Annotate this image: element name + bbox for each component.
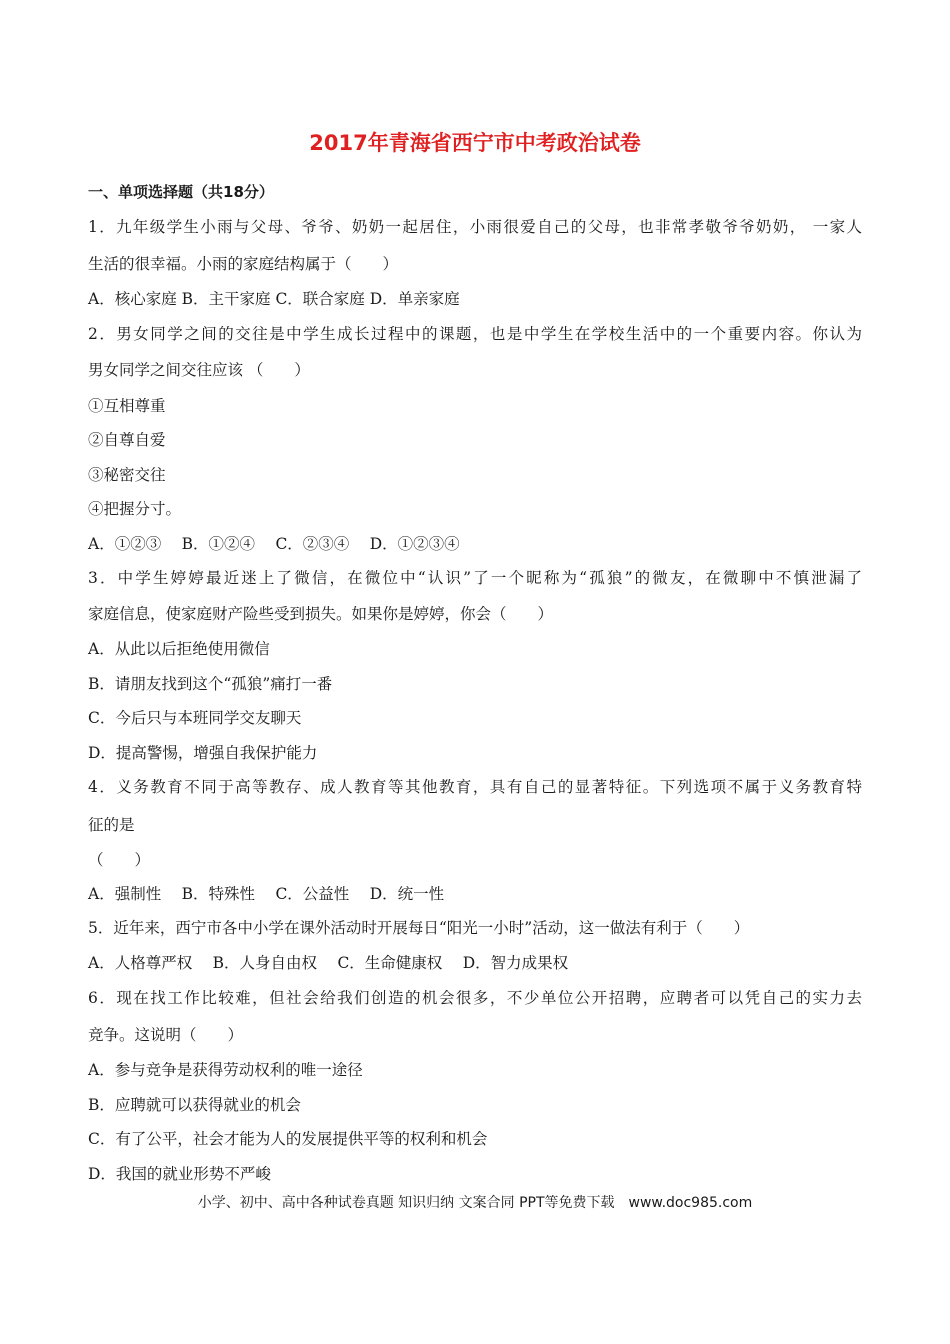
question-line: 竞争。这说明（ ） [88,1026,244,1044]
question-line: 征的是 [88,816,135,834]
option-line: C．有了公平，社会才能为人的发展提供平等的权利和机会 [88,1130,488,1148]
option-line: D．提高警惕，增强自我保护能力 [88,744,318,762]
statement-line: ①互相尊重 [88,397,166,415]
question-line: 男女同学之间交往应该 （ ） [88,361,310,379]
question-line: 6．现在找工作比较难，但社会给我们创造的机会很多，不少单位公开招聘，应聘者可以凭自己的实力去 [88,989,862,1007]
question-line: 3．中学生婷婷最近迷上了微信，在微位中“认识”了一个昵称为“孤狼”的微友，在微聊中不慎泄漏了 [88,569,862,587]
question-line: 4．义务教育不同于高等教存、成人教育等其他教育，具有自己的显著特征。下列选项不属于义务教育特 [88,778,862,796]
section-heading: 一、单项选择题（共18分） [88,183,274,201]
option-line: B．请朋友找到这个“孤狼”痛打一番 [88,675,333,693]
question-line: （ ） [88,851,151,869]
option-line: A．核心家庭 B．主干家庭 C．联合家庭 D．单亲家庭 [88,290,460,308]
footer-text: 小学、初中、高中各种试卷真题 知识归纳 文案合同 PPT等免费下载 www.doc985.com [197,1195,753,1211]
option-line: A．人格尊严权 B．人身自由权 C．生命健康权 D．智力成果权 [88,954,569,972]
statement-line: ③秘密交往 [88,466,166,484]
statement-line: ②自尊自爱 [88,431,166,449]
option-line: C．今后只与本班同学交友聊天 [88,709,302,727]
question-line: 5．近年来，西宁市各中小学在课外活动时开展每日“阳光一小时”活动，这一做法有利于（ ） [88,919,750,937]
question-line: 1．九年级学生小雨与父母、爷爷、奶奶一起居住，小雨很爱自己的父母，也非常孝敬爷爷奶奶， 一家人 [88,218,862,236]
option-line: A．从此以后拒绝使用微信 [88,640,270,658]
question-line: 家庭信息，使家庭财产险些受到损失。如果你是婷婷，你会（ ） [88,605,554,623]
page-title: 2017年青海省西宁市中考政治试卷 [309,131,641,155]
option-line: B．应聘就可以获得就业的机会 [88,1096,301,1114]
statement-line: ④把握分寸。 [88,500,182,518]
option-line: D．我国的就业形势不严峻 [88,1165,271,1183]
option-line: A．参与竞争是获得劳动权利的唯一途径 [88,1061,363,1079]
question-line: 生活的很幸福。小雨的家庭结构属于（ ） [88,255,399,273]
question-line: 2．男女同学之间的交往是中学生成长过程中的课题，也是中学生在学校生活中的一个重要内容。你认为 [88,325,862,343]
option-line: A．①②③ B．①②④ C．②③④ D．①②③④ [88,535,460,553]
option-line: A．强制性 B．特殊性 C．公益性 D．统一性 [88,885,445,903]
